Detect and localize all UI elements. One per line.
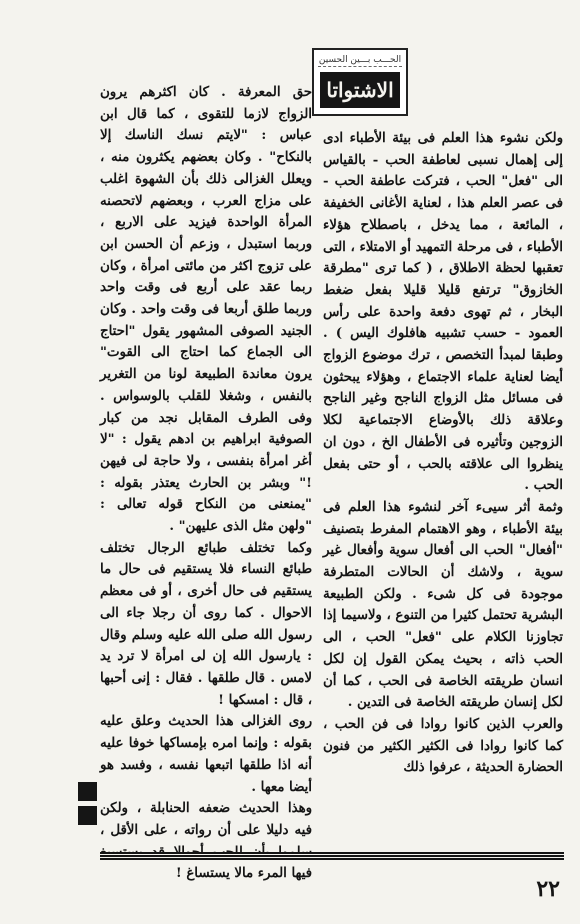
margin-black-mark xyxy=(78,806,97,825)
paragraph: روى الغزالى هذا الحديث وعلق عليه بقوله : وإنما امره بإمساكها خوفا عليه أنه اذا طلقها اتبعها نفسه ، وفسد هو أيضا معها . xyxy=(100,714,312,795)
section-header-top-label: الحـــب بـــين الحسين xyxy=(318,55,402,65)
text-column-right xyxy=(323,128,563,779)
paragraph: وثمة أثر سيىء آخر لنشوء هذا العلم فى بيئة الأطباء ، وهو الاهتمام المفرط بتصنيف "أفعال" الحب الى أفعال سوية وأفعال غير سوية ، ولاشك أن الحالات المتطرفة موجودة فى كل شىء . ولكن الطبيعة البشرية تحتمل كثيرا من التنوع ، ولاسيما إذا تجاوزنا الكلام على "فعل" الحب ، الى الحب ذاته ، بحيث يمكن القول إن لكل انسان طريقته الخاصة فى الحب ، كما أن لكل إنسان طريقته الخاصة فى التدين . xyxy=(323,499,563,711)
section-header-stamp xyxy=(312,48,408,116)
paragraph: ولكن نشوء هذا العلم فى بيئة الأطباء ادى إلى إهمال نسبى لعاطفة الحب - بالقياس الى "فعل" الحب ، فتركت عاطفة الحب - فى عصر العلم هذا ، لعناية الأغانى الخفيفة ، المائعة ، مما يدخل ، باصطلاح هؤلاء الأطباء ، فى مرحلة التمهيد أو الامتلاء ، التى تعقبها لحظة الاطلاق ، ( كما ترى "مطرقة الخازوق" ترتفع قليلا قليلا بفعل ضغط البخار ، ثم تهوى دفعة واحدة على رأس العمود - حسب تشبيه هافلوك اليس ) . وطبقا لمبدأ التخصص ، ترك موضوع الزواج أيضا لعناية علماء الاجتماع ، وهؤلاء يبحثون فى مسائل مثل الزواج الناجح وغير الناجح وعلاقة ذلك بالأوضاع الاجتماعية لكلا الزوجين وتأثيره فى الأطفال الخ ، دون ان ينظروا الى علاقته بالحب ، أو حتى بفعل الحب . xyxy=(323,131,563,494)
margin-black-mark xyxy=(78,782,97,801)
text-column-left xyxy=(100,82,312,885)
page-number: ٢٢ xyxy=(536,876,560,902)
paragraph: وكما تختلف طبائع الرجال تختلف طبائع النساء فلا يستقيم فى حال ما يستقيم فى حال أخرى ، أو فى معظم الاحوال . كما روى أن رجلا جاء الى رسول الله صلى الله عليه وسلم وقال : يارسول الله إن لى امرأة لا ترد يد لامس . قال طلقها . فقال : إنى أحبها ، قال : امسكها ! xyxy=(100,540,312,708)
footer-rule xyxy=(100,852,564,861)
paragraph: حق المعرفة . كان اكثرهم يرون الزواج لازما للتقوى ، كما قال ابن عباس : "لايتم نسك الناسك إلا بالنكاح" . وكان بعضهم يكثرون منه ، ويعلل الغزالى ذلك بأن الشهوة اغلب على مزاج العرب ، وبعضهم لاتحصنه المرأة الواحدة فيزيد على الاربع ، وربما استبدل ، وزعم أن الحسن ابن على تزوج اكثر من مائتى امرأة ، وكان ربما عقد على أربع فى وقت واحد وربما طلق أربعا فى وقت واحد . وكان الجنيد الصوفى المشهور يقول "احتاج الى الجماع كما احتاج الى القوت" يرون معاندة الطبيعة لونا من التغرير بالنفس ، وشغلا للقلب بالوسواس . وفى الطرف المقابل نجد من كبار الصوفية ابراهيم بن ادهم يقول : "لا أغر امرأة بنفسى ، ولا حاجة لى فيهن !" وبشر بن الحارث يعتذر بقوله : "يمنعنى من النكاح قوله تعالى : "ولهن مثل الذى عليهن" . xyxy=(100,85,312,535)
paragraph: وهذا الحديث ضعفه الحنابلة ، ولكن فيه دليلا على أن رواته ، على الأقل ، فيها المرء مالا يستساغ ! xyxy=(100,801,312,882)
section-header-title: الاشتواتا xyxy=(320,72,400,108)
paragraph: والعرب الذين كانوا روادا فى فن الحب ، كما كانوا روادا فى الكثير الكثير من فنون الحضارة الحديثة ، عرفوا ذلك xyxy=(323,716,563,776)
